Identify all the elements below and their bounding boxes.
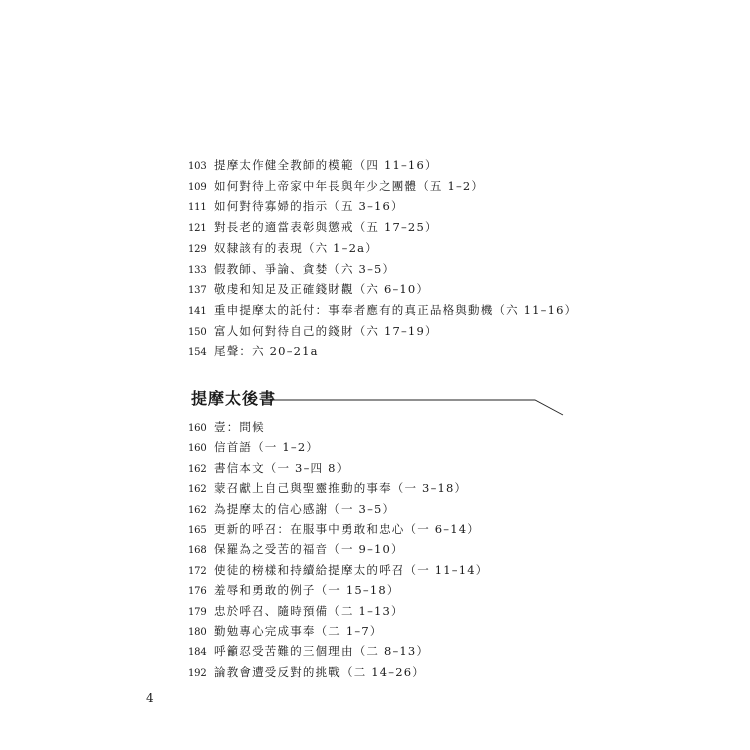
toc-entry-page: 154 [188,347,207,359]
toc-entry [188,220,438,236]
toc-entry [188,624,383,640]
toc-entry [188,158,438,174]
toc-entry [188,644,429,660]
toc-entry-page: 160 [188,423,207,434]
toc-entry-title: 奴隸該有的表現（六 1–2a） [214,240,378,255]
heading-rule-line [270,397,570,419]
toc-entry-title: 對長老的適當表彰與懲戒（五 17–25） [214,220,438,235]
toc-entry-title: 羞辱和勇敢的例子（一 15–18） [214,583,400,598]
toc-entry-page: 179 [188,606,207,618]
toc-entry-title: 論教會遭受反對的挑戰（二 14–26） [214,664,425,679]
toc-entry-page: 111 [188,202,207,214]
toc-entry-title: 敬虔和知足及正確錢財觀（六 6–10） [214,282,430,297]
toc-entry-page: 121 [188,223,207,235]
toc-entry-title: 如何對待上帝家中年長與年少之團體（五 1–2） [214,178,485,193]
toc-entry-page: 184 [188,647,207,659]
toc-entry-page: 176 [188,586,207,598]
toc-entry-page: 168 [188,545,207,557]
toc-entry-page: 162 [188,504,207,516]
toc-entry-title: 假教師、爭論、貪婪（六 3–5） [214,261,396,276]
toc-entry-page: 103 [188,161,207,172]
toc-entry-title: 如何對待寡婦的指示（五 3–16） [214,199,404,214]
section-heading: 提摩太後書 [191,389,277,408]
toc-entry-page: 165 [188,525,207,536]
toc-entry-title: 壹：問候 [214,420,265,434]
toc-entry [188,542,404,558]
toc-entry-page: 150 [188,326,207,338]
toc-entry [188,179,484,195]
toc-entry [188,665,425,681]
toc-entry-page: 162 [188,463,207,475]
toc-entry [188,563,488,579]
toc-entry-page: 133 [188,264,207,276]
toc-entry [188,262,395,278]
page-number: 4 [146,691,154,705]
toc-entry [188,420,265,436]
toc-entry-title: 勤勉專心完成事奉（二 1–7） [214,624,383,638]
toc-entry [188,282,429,298]
toc-entry-title: 為提摩太的信心感謝（一 3–5） [214,501,396,516]
toc-entry [188,583,400,599]
toc-entry-title: 重申提摩太的託付：事奉者應有的真正品格與動機（六 11–16） [214,302,578,317]
toc-entry-title: 富人如何對待自己的錢財（六 17–19） [214,323,438,338]
toc-entry-page: 192 [188,667,207,679]
toc-entry-page: 137 [188,285,207,297]
toc-entry [188,481,467,497]
toc-entry-page: 129 [188,243,207,255]
toc-entry-title: 提摩太作健全教師的模範（四 11–16） [214,158,438,172]
toc-entry-page: 141 [188,305,207,317]
toc-entry [188,604,404,620]
toc-entry [188,461,349,477]
toc-entry-title: 蒙召獻上自己與聖靈推動的事奉（一 3–18） [214,481,468,496]
toc-entry-page: 172 [188,565,207,577]
toc-entry-page: 160 [188,443,207,455]
toc-entry [188,303,577,319]
toc-entry-page: 180 [188,627,207,638]
toc-entry-title: 書信本文（一 3–四 8） [214,460,350,475]
toc-entry-title: 尾聲：六 20–21a [214,344,319,359]
toc-entry-title: 呼籲忍受苦難的三個理由（二 8–13） [214,644,430,659]
toc-entry [188,344,319,360]
toc-entry-title: 信首語（一 1–2） [214,440,320,455]
toc-entry [188,199,404,215]
toc-entry [188,440,319,456]
toc-entry-page: 109 [188,181,207,193]
toc-entry-title: 更新的呼召：在服事中勇敢和忠心（一 6–14） [214,522,480,536]
toc-entry [188,502,395,518]
toc-entry [188,324,438,340]
toc-entry-page: 162 [188,484,207,496]
toc-entry-title: 使徒的榜樣和持續給提摩太的呼召（一 11–14） [214,562,489,577]
toc-entry-title: 保羅為之受苦的福音（一 9–10） [214,542,404,557]
toc-entry [188,241,378,257]
toc-entry-title: 忠於呼召、隨時預備（二 1–13） [214,603,404,618]
toc-entry [188,522,480,538]
